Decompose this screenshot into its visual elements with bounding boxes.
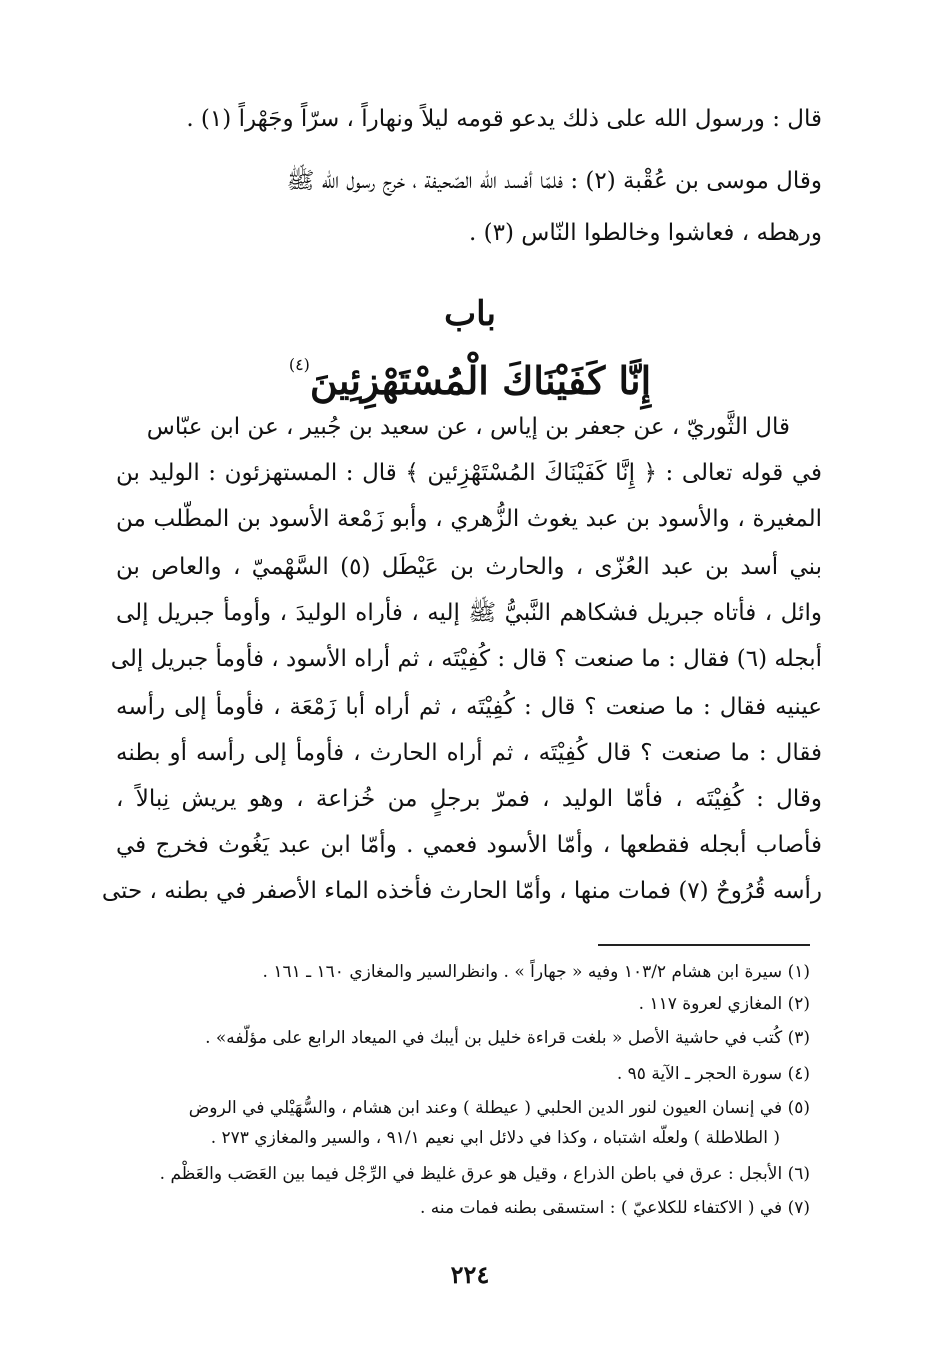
page-number: ٢٢٤ <box>450 1260 490 1289</box>
footnote-5-continued: ( الطلاطلة ) ولعلّه اشتباه ، وكذا في دلائل ابي نعيم ٩١/١ ، والسير والمغازي ٢٧٣ . <box>210 1128 780 1148</box>
footnote-2: (٢) المغازي لعروة ١١٧ . <box>638 994 810 1014</box>
chapter-note-marker: (٤) <box>288 355 310 374</box>
body-line-10: فأصاب أبجله فقطعها ، وأمّا الأسود فعمي . وأمّا ابن عبد يَغُوث فخرج في <box>116 832 822 858</box>
footnote-7: (٧) في ( الاكتفاء للكلاعيّ ) : استسقى بطنه فمات منه . <box>419 1198 810 1218</box>
body-line-11: رأسه قُرُوحٌ (٧) فمات منها ، وأمّا الحارث فأخذه الماء الأصفر في بطنه ، حتى <box>101 878 822 904</box>
body-line-3: المغيرة ، والأسود بن عبد يغوث الزُّهري ، وأبو زَمْعة الأسود بن المطّلب من <box>116 506 822 532</box>
footnote-3: (٣) كُتب في حاشية الأصل « بلغت قراءة خليل بن أيبك في الميعاد الرابع على مؤلّفه» . <box>205 1028 810 1048</box>
body-line-1: قال الثَّوريّ ، عن جعفر بن إياس ، عن سعيد بن جُبير ، عن ابن عبّاس <box>146 414 790 440</box>
footnote-4: (٤) سورة الحجر ـ الآية ٩٥ . <box>616 1064 810 1084</box>
intro-line-1: قال : ورسول الله على ذلك يدعو قومه ليلاً ونهاراً ، سرّاً وجَهْراً (١) . <box>186 106 822 132</box>
footnote-6: (٦) الأبجل : عرق في باطن الذراع ، وقيل هو عرق غليظ في الرِّجْل فيما بين العَصَب والعَظْم . <box>159 1164 810 1184</box>
body-line-5: وائل ، فأتاه جبريل فشكاهم النَّبيُّ ﷺ إليه ، فأراه الوليدَ ، وأومأ جبريل إلى <box>116 600 822 626</box>
body-line-8: فقال : ما صنعت ؟ قال كُفِيْتَه ، ثم أراه الحارث ، فأومأ إلى رأسه أو بطنه <box>116 740 822 766</box>
footnote-1: (١) سيرة ابن هشام ١٠٣/٢ وفيه « جهاراً » . وانظرالسير والمغازي ١٦٠ ـ ١٦١ . <box>262 962 810 982</box>
body-line-7: عينيه فقال : ما صنعت ؟ قال : كُفِيْتَه ، ثم أراه أبا زَمْعَة ، فأومأ إلى رأسه <box>116 694 822 720</box>
body-line-2: في قوله تعالى : ﴿ إِنَّا كَفَيْنَاكَ المُسْتَهْزِئين ﴾ قال : المستهزئون : الوليد بن <box>116 460 822 486</box>
intro-line-3: ورهطه ، فعاشوا وخالطوا النّاس (٣) . <box>468 220 822 246</box>
footnote-5: (٥) في إنسان العيون لنور الدين الحلبي ( عيطلة ) وعند ابن هشام ، والسُّهَيْلي في الروض <box>188 1098 810 1118</box>
body-line-9: وقال : كُفِيْتَه ، فأمّا الوليد ، فمرّ برجلٍ من خُزاعة ، وهو يريش نِبالاً ، <box>116 786 822 812</box>
body-line-6: أبجله (٦) فقال : ما صنعت ؟ قال : كُفِيْتَه ، ثم أراه الأسود ، فأومأ جبريل إلى <box>110 646 822 672</box>
chapter-label: باب <box>444 294 496 334</box>
chapter-title-text: إِنَّا كَفَيْنَاكَ الْمُسْتَهْزِئِينَ <box>309 358 652 403</box>
chapter-title <box>0 340 940 406</box>
intro-line-2: وقال موسى بن عُقْبة (٢) : فلمّا أفسد الله الصّحيفة ، خرج رسول الله ﷺ <box>286 168 822 194</box>
body-line-4: بني أسد بن عبد العُزّى ، والحارث بن عَيْطَل (٥) السَّهْميّ ، والعاص بن <box>116 554 822 580</box>
footnote-divider <box>598 944 810 946</box>
